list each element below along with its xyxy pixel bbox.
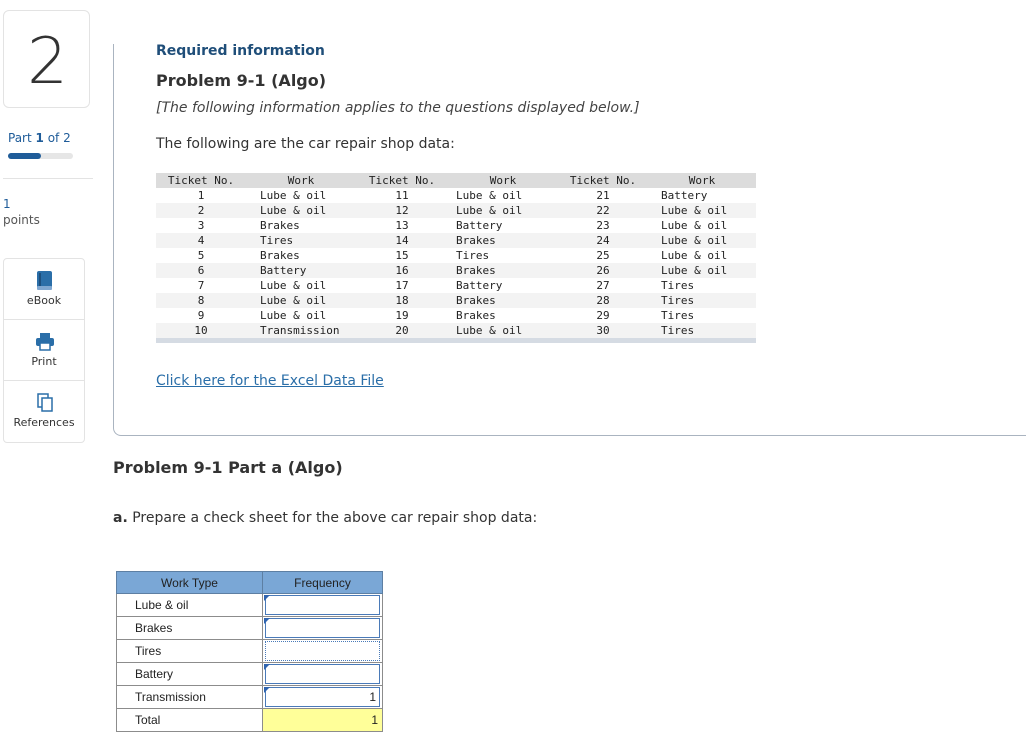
ticket-no-cell: 22	[558, 203, 648, 218]
work-cell: Lube & oil	[661, 249, 728, 262]
ticket-no-cell: 12	[356, 203, 448, 218]
work-cell: Tires	[246, 233, 356, 248]
work-cell: Transmission	[246, 323, 356, 338]
points-label: points	[3, 213, 40, 227]
check-row-tires	[117, 640, 383, 663]
check-row-transmission	[117, 686, 383, 709]
part-a-instruction-text: Prepare a check sheet for the above car repair shop data:	[127, 510, 538, 526]
work-cell: Lube & oil	[661, 219, 728, 232]
ticket-no-cell: 9	[197, 309, 205, 322]
print-button[interactable]	[4, 320, 84, 381]
work-cell: Lube & oil	[648, 263, 756, 278]
rail-divider	[3, 178, 93, 179]
work-cell: Battery	[246, 263, 356, 278]
printer-icon	[35, 331, 55, 353]
ticket-no-cell: 29	[596, 309, 610, 322]
work-cell: Brakes	[260, 219, 300, 232]
work-cell: Battery	[661, 189, 708, 202]
work-cell: Lube & oil	[260, 189, 327, 202]
check-row-lube-oil	[117, 594, 383, 617]
table-row	[156, 233, 756, 248]
tools-panel	[3, 258, 85, 443]
required-information: Required information	[156, 43, 325, 59]
part-indicator	[8, 131, 71, 145]
data-intro: The following are the car repair shop data:	[156, 136, 455, 152]
ticket-no-cell: 28	[558, 293, 648, 308]
input-flag-icon	[264, 664, 270, 670]
part-progress-bar	[8, 153, 73, 159]
header-work-2: Work	[448, 173, 558, 188]
references-button[interactable]	[4, 381, 84, 442]
part-label: Part	[8, 131, 32, 145]
ticket-no-cell: 5	[197, 249, 205, 262]
work-cell: Brakes	[456, 309, 496, 322]
ebook-label: eBook	[26, 294, 62, 307]
references-label: References	[13, 416, 75, 429]
work-cell: Tires	[648, 323, 756, 338]
ticket-no-cell: 23	[596, 219, 610, 232]
frequency-input-transmission[interactable]	[265, 687, 380, 707]
part-current: 1	[35, 131, 44, 145]
work-cell: Lube & oil	[260, 309, 327, 322]
work-cell: Brakes	[448, 233, 558, 248]
work-cell: Brakes	[260, 249, 300, 262]
work-cell: Lube & oil	[246, 203, 356, 218]
work-cell: Lube & oil	[648, 203, 756, 218]
ticket-no-cell: 19	[395, 309, 409, 322]
check-sheet-table	[116, 571, 383, 732]
part-of: of 2	[47, 131, 71, 145]
table-row	[156, 248, 756, 263]
frequency-input-tires[interactable]	[265, 641, 380, 661]
work-type-label: Transmission	[117, 686, 263, 709]
work-cell: Brakes	[448, 263, 558, 278]
total-value: 1	[263, 709, 383, 732]
header-ticket-no-2: Ticket No.	[356, 173, 448, 188]
ticket-no-cell: 18	[356, 293, 448, 308]
table-row	[156, 278, 756, 293]
work-cell: Lube & oil	[456, 189, 523, 202]
ticket-no-cell: 14	[356, 233, 448, 248]
ebook-button[interactable]	[4, 259, 84, 320]
header-work-3: Work	[648, 173, 756, 188]
part-progress-fill	[8, 153, 41, 159]
ticket-no-cell: 11	[395, 189, 409, 202]
work-cell: Lube & oil	[448, 203, 558, 218]
header-ticket-no-3: Ticket No.	[558, 173, 648, 188]
input-flag-icon	[264, 687, 270, 693]
input-flag-icon	[264, 595, 270, 601]
problem-title: Problem 9-1 (Algo)	[156, 71, 327, 90]
header-frequency: Frequency	[263, 572, 383, 594]
table-end-bar	[156, 338, 756, 343]
ticket-no-cell: 13	[395, 219, 409, 232]
car-repair-data-table	[156, 173, 756, 343]
work-cell: Tires	[456, 249, 490, 262]
excel-data-file-link[interactable]: Click here for the Excel Data File	[156, 373, 384, 389]
frequency-input-brakes[interactable]	[265, 618, 380, 638]
frequency-input-lube-oil[interactable]	[265, 595, 380, 615]
total-label: Total	[117, 709, 263, 732]
work-cell: Lube & oil	[246, 293, 356, 308]
panel-border-bottom	[127, 435, 1026, 436]
work-type-label: Battery	[117, 663, 263, 686]
ticket-no-cell: 25	[596, 249, 610, 262]
ticket-no-cell: 21	[596, 189, 610, 202]
work-cell: Tires	[648, 293, 756, 308]
part-a-title: Problem 9-1 Part a (Algo)	[113, 458, 343, 477]
panel-border-corner	[113, 420, 127, 436]
question-number: 2	[27, 25, 68, 99]
check-sheet-header-row	[117, 572, 383, 594]
applies-note: [The following information applies to the questions displayed below.]	[156, 100, 640, 116]
ticket-no-cell: 24	[558, 233, 648, 248]
work-cell: Battery	[456, 219, 503, 232]
table-header-row	[156, 173, 756, 188]
work-cell: Lube & oil	[260, 279, 327, 292]
work-cell: Lube & oil	[448, 323, 558, 338]
points-value: 1	[3, 197, 11, 211]
book-icon	[35, 270, 55, 292]
ticket-no-cell: 1	[197, 189, 205, 202]
work-cell: Brakes	[448, 293, 558, 308]
part-a-instruction	[113, 510, 537, 526]
work-cell: Tires	[661, 279, 695, 292]
ticket-no-cell: 8	[156, 293, 246, 308]
ticket-no-cell: 30	[558, 323, 648, 338]
ticket-no-cell: 27	[596, 279, 610, 292]
table-row	[156, 263, 756, 278]
ticket-no-cell: 15	[395, 249, 409, 262]
question-number-box	[3, 10, 90, 108]
ticket-no-cell: 2	[156, 203, 246, 218]
table-row	[156, 293, 756, 308]
part-a-letter: a.	[113, 510, 128, 526]
check-row-battery	[117, 663, 383, 686]
ticket-no-cell: 7	[197, 279, 205, 292]
ticket-no-cell: 6	[156, 263, 246, 278]
work-cell: Lube & oil	[648, 233, 756, 248]
input-flag-icon	[264, 618, 270, 624]
table-row	[156, 308, 756, 323]
ticket-no-cell: 10	[156, 323, 246, 338]
frequency-input-battery[interactable]	[265, 664, 380, 684]
header-work-type: Work Type	[117, 572, 263, 594]
ticket-no-cell: 4	[156, 233, 246, 248]
header-work-1: Work	[246, 173, 356, 188]
ticket-no-cell: 3	[197, 219, 205, 232]
ticket-no-cell: 17	[395, 279, 409, 292]
work-cell: Battery	[456, 279, 503, 292]
check-row-brakes	[117, 617, 383, 640]
work-type-label: Lube & oil	[117, 594, 263, 617]
print-label: Print	[31, 355, 57, 368]
documents-icon	[35, 392, 55, 414]
table-row	[156, 203, 756, 218]
panel-border-left	[113, 44, 114, 428]
work-type-label: Tires	[117, 640, 263, 663]
work-cell: Tires	[661, 309, 695, 322]
table-row	[156, 218, 756, 233]
ticket-no-cell: 20	[356, 323, 448, 338]
check-row-total	[117, 709, 383, 732]
header-ticket-no-1: Ticket No.	[156, 173, 246, 188]
table-row	[156, 323, 756, 338]
ticket-no-cell: 16	[356, 263, 448, 278]
work-type-label: Brakes	[117, 617, 263, 640]
table-row	[156, 188, 756, 203]
ticket-no-cell: 26	[558, 263, 648, 278]
